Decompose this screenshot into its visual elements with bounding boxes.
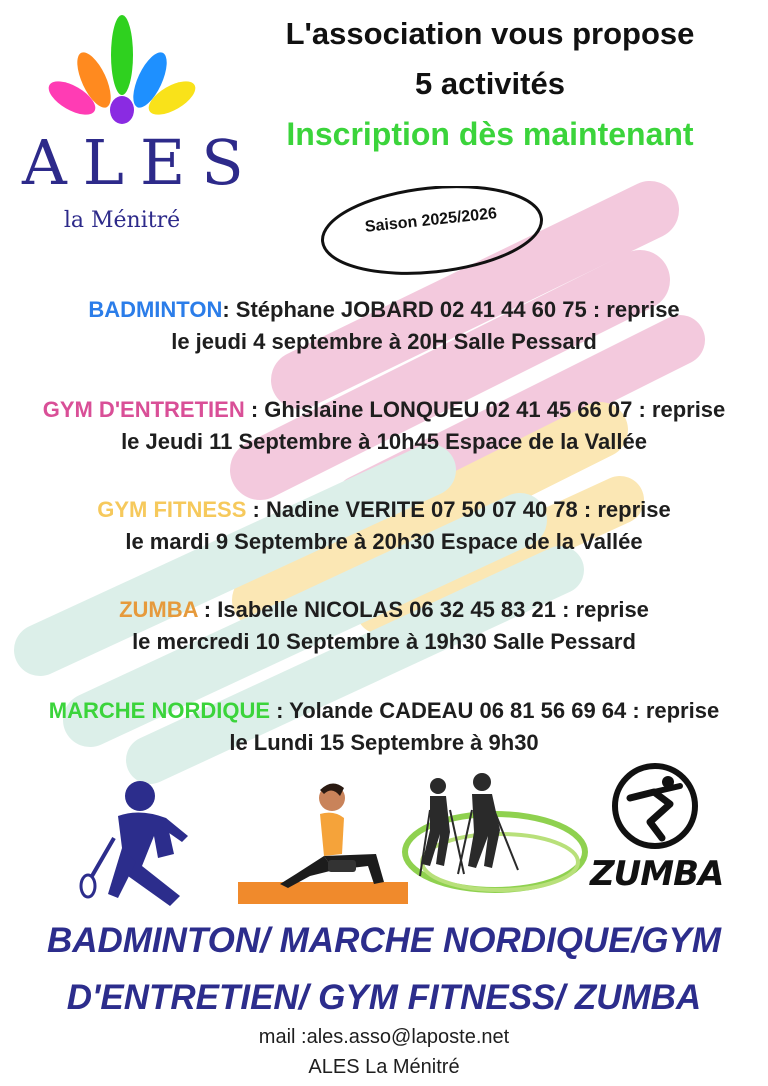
fitness-lunge-icon — [236, 774, 412, 910]
badminton-player-icon — [78, 776, 208, 910]
activity-name: ZUMBA — [119, 597, 198, 622]
activity-name: GYM D'ENTRETIEN — [42, 397, 245, 422]
activity-schedule: le jeudi 4 septembre à 20H Salle Pessard — [171, 329, 597, 354]
activity-schedule: le Lundi 15 Septembre à 9h30 — [229, 730, 539, 755]
activity-schedule: le mercredi 10 Septembre à 19h30 Salle Pessard — [132, 629, 636, 654]
headline-line-2: 5 activités — [415, 66, 565, 101]
activity-zumba — [0, 594, 768, 658]
activity-schedule: le mardi 9 Septembre à 20h30 Espace de la Vallée — [125, 529, 643, 554]
activity-detail: : Nadine VERITE 07 50 07 40 78 : reprise — [246, 497, 671, 522]
headline-line-1: L'association vous propose — [285, 16, 695, 51]
registration-callout: Inscription dès maintenant — [286, 116, 694, 152]
activity-gym-fitness — [0, 494, 768, 558]
zumba-logo — [590, 762, 724, 902]
activity-detail: : Stéphane JOBARD 02 41 44 60 75 : reprise — [222, 297, 680, 322]
activity-name: BADMINTON — [88, 297, 223, 322]
contact-email: mail :ales.asso@laposte.net — [258, 1026, 510, 1048]
season-label: Saison 2025/2026 — [364, 205, 498, 236]
season-badge — [318, 186, 548, 286]
activities-summary-band — [0, 912, 768, 1026]
activity-name: GYM FITNESS — [97, 497, 247, 522]
zumba-wordmark: ZUMBA — [590, 854, 724, 894]
organization-name: ALES La Ménitré — [308, 1056, 460, 1078]
zumba-dancer-icon — [590, 762, 720, 858]
activity-badminton — [0, 294, 768, 358]
summary-line-1: BADMINTON/ MARCHE NORDIQUE/GYM — [46, 921, 722, 960]
activity-detail: : Yolande CADEAU 06 81 56 69 64 : reprise — [270, 698, 720, 723]
association-logo — [22, 10, 260, 240]
activity-marche-nordique — [0, 695, 768, 759]
logo-fan-icon — [22, 10, 222, 130]
activity-schedule: le Jeudi 11 Septembre à 10h45 Espace de la Vallée — [121, 429, 647, 454]
activity-detail: : Isabelle NICOLAS 06 32 45 83 21 : reprise — [197, 597, 649, 622]
logo-brand: ALES — [22, 126, 260, 199]
logo-subtitle: la Ménitré — [63, 208, 181, 233]
activity-detail: : Ghislaine LONQUEU 02 41 45 66 07 : reprise — [244, 397, 726, 422]
activity-gym-entretien — [0, 394, 768, 458]
summary-line-2: D'ENTRETIEN/ GYM FITNESS/ ZUMBA — [66, 978, 702, 1017]
activity-name: MARCHE NORDIQUE — [48, 698, 271, 723]
nordic-walking-icon — [400, 770, 590, 910]
contact-block — [0, 1022, 768, 1082]
